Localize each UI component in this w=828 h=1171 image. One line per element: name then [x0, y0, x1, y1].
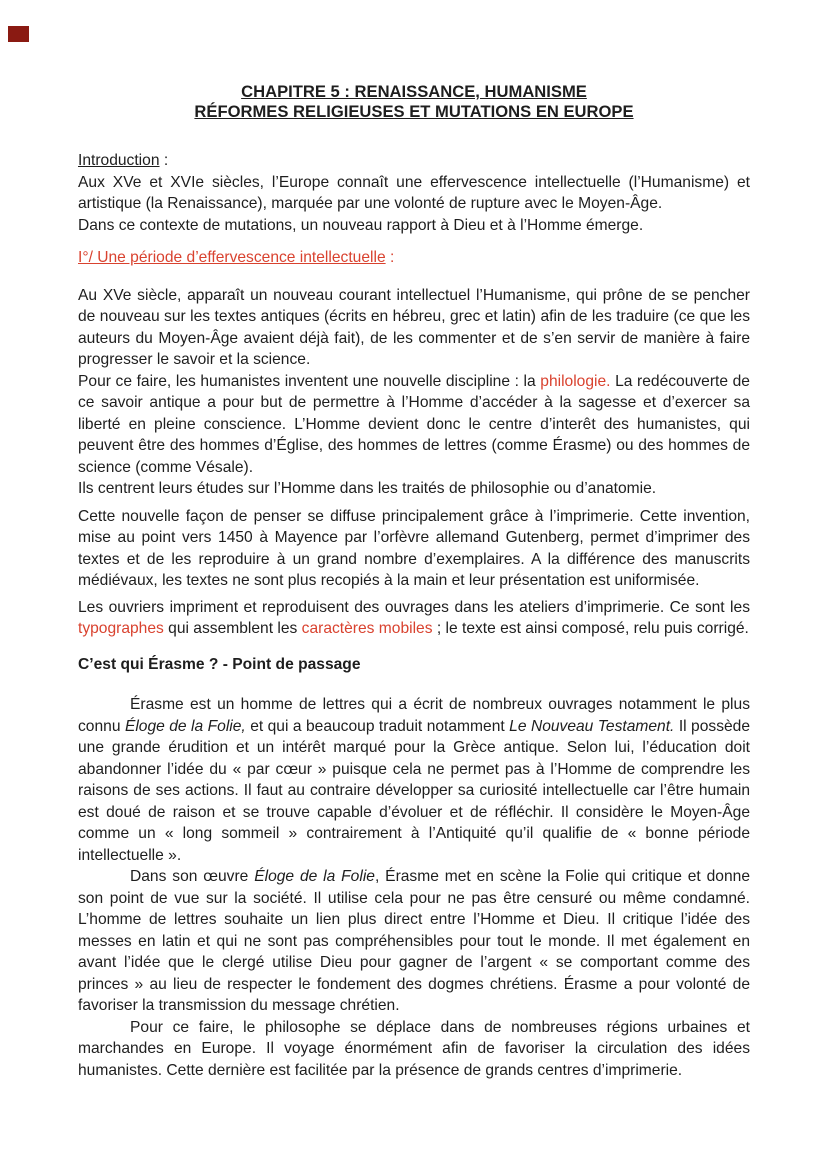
- text-run: Érasme est un homme de lettres qui a écrit de nombreux ouvrages notamment le plus connu: [78, 696, 750, 735]
- paragraph-erasme-2: [78, 866, 750, 1017]
- heading-erasme-point-de-passage: C’est qui Érasme ? - Point de passage: [78, 655, 361, 673]
- paragraph-erasme-3: [78, 1017, 750, 1082]
- section-1-heading-text: I°/ Une période d’effervescence intellectuelle: [78, 249, 386, 266]
- paragraph-erasme-1: [78, 694, 750, 866]
- text-run: Ils centrent leurs études sur l’Homme dans les traités de philosophie ou d’anatomie.: [78, 480, 657, 497]
- text-run: Le Nouveau Testament.: [509, 717, 675, 735]
- text-run: et qui a beaucoup traduit notamment: [245, 717, 510, 735]
- introduction-label-line: [78, 150, 750, 172]
- text-run: Les ouvriers impriment et reproduisent des ouvrages dans les ateliers d’imprimerie. Ce sont les: [78, 598, 750, 616]
- text-run: Cette nouvelle façon de penser se diffuse principalement grâce à l’imprimerie. Cette invention, mise au point vers 1450 à Mayence par l’orfèvre allemand Gutenberg, permet d’imprimer des textes et de les reproduire à un grand nombre d’exemplaires. A la différence des manuscrits médiévaux, les textes ne sont plus recopiés à la main et leur présentation est uniformisée.: [78, 507, 750, 589]
- text-run: Au XVe siècle, apparaît un nouveau courant intellectuel l’Humanisme, qui prône de se pencher de nouveau sur les textes antiques (écrits en hébreu, grec et latin) afin de les traduire (ce que les auteurs du Moyen-Âge avaient déjà fait), de les commenter et de s’en servir de manière à faire progresser le savoir et la science.: [78, 286, 750, 368]
- text-run: , Érasme met en scène la Folie qui critique et donne son point de vue sur la société. Il utilise cela pour ne pas être censuré ou même condamné. L’homme de lettres souhaite un lien plus direct entre l’Homme et Dieu. Il critique l’idée des messes en latin et qui ne sont pas compréhensibles pour tout le monde. Il met également en avant l’idée que le clergé utilise Dieu pour gagner de l’argent « se comportant comme des princes » au lieu de respecter le fondement des dogmes chrétiens. Érasme a pour volonté de favoriser la transmission du message chrétien.: [78, 868, 750, 1014]
- text-run: caractères mobiles: [301, 620, 433, 637]
- text-run: Dans ce contexte de mutations, un nouveau rapport à Dieu et à l’Homme émerge.: [78, 216, 644, 234]
- text-run: qui assemblent les: [163, 620, 302, 637]
- text-run: Éloge de la Folie,: [124, 717, 246, 735]
- text-run: Éloge de la Folie: [254, 868, 375, 885]
- text-run: Aux XVe et XVIe siècles, l’Europe connaît une effervescence intellectuelle (l’Humanisme) et artistique (la Renaissance), marquée par une volonté de rupture avec le Moyen-Âge.: [78, 173, 750, 212]
- text-run: ; le texte est ainsi composé, relu puis corrigé.: [432, 620, 749, 637]
- text-run: Dans son œuvre: [130, 868, 255, 885]
- section-1-heading: [78, 247, 750, 269]
- introduction-paragraph: [78, 172, 750, 237]
- document-content: [78, 82, 750, 1081]
- text-run: Pour ce faire, les humanistes inventent une nouvelle discipline : la: [78, 372, 541, 390]
- text-run: La redécouverte de ce savoir antique a pour but de permettre à l’Homme d’accéder à la sagesse et d’exercer sa liberté en pleine conscience. L’Homme devient donc le centre d’interêt des humanistes, qui peuvent être des hommes d’Église, des hommes de lettres (comme Érasme) ou des hommes de science (comme Vésale).: [78, 372, 750, 476]
- section-1-heading-colon: :: [385, 249, 395, 266]
- text-run: typographes: [78, 620, 164, 637]
- paragraph-humanisme: [78, 285, 750, 500]
- corner-mark: [8, 26, 29, 42]
- introduction-label: Introduction: [78, 152, 160, 169]
- title-line-2: RÉFORMES RELIGIEUSES ET MUTATIONS EN EUROPE: [194, 102, 634, 121]
- text-run: Il possède une grande érudition et un intérêt marqué pour la Grèce antique. Selon lui, l’éducation doit abandonner l’idée du « par cœur » puisque cela ne permet pas à l’Homme de comprendre les raisons de ses actions. Il faut au contraire développer sa curiosité intellectuelle car l’être humain est doué de raison et se trouve capable d’évoluer et de réfléchir. Il considère le Moyen-Âge comme un « long sommeil » contrairement à l’Antiquité qu’il qualifie de « bonne période intellectuelle ».: [78, 717, 751, 864]
- introduction-colon: :: [159, 152, 169, 169]
- text-run: philologie.: [540, 372, 611, 390]
- title-line-1: CHAPITRE 5 : RENAISSANCE, HUMANISME: [241, 82, 587, 101]
- page-title: [78, 82, 750, 122]
- paragraph-ouvriers: [78, 597, 750, 640]
- text-run: Pour ce faire, le philosophe se déplace dans de nombreuses régions urbaines et marchandes en Europe. Il voyage énormément afin de favoriser la circulation des idées humanistes. Cette dernière est facilitée par la présence de grands centres d’imprimerie.: [78, 1018, 750, 1079]
- paragraph-imprimerie: [78, 506, 750, 592]
